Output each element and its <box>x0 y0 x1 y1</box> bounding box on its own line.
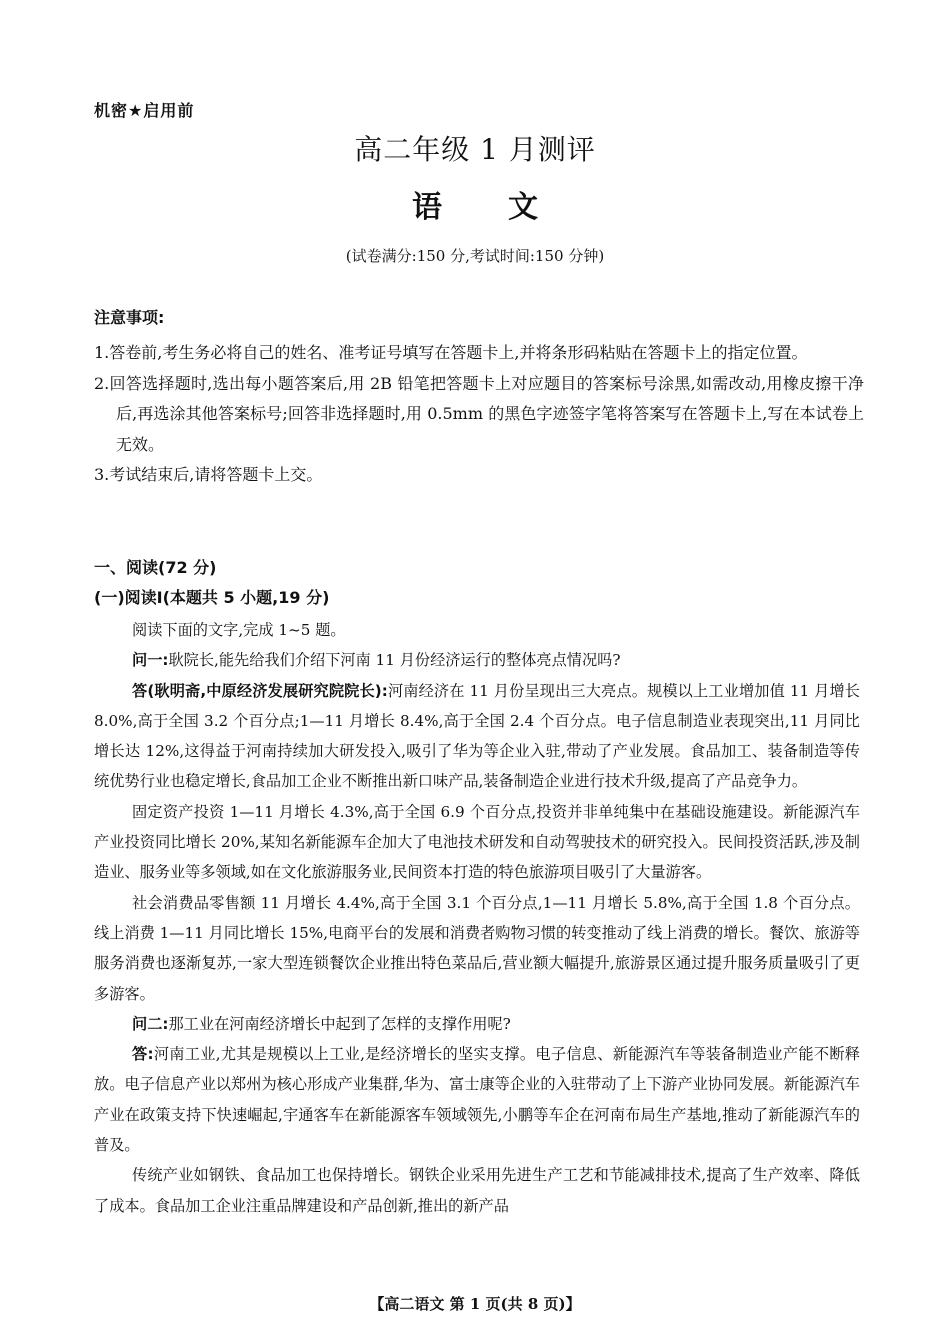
section-title: 一、阅读(72 分) <box>94 558 217 577</box>
exam-title: 高二年级 1 月测评 <box>354 133 596 166</box>
subject-title <box>0 182 950 226</box>
subject-char-2: 文 <box>508 190 538 225</box>
paragraph: 社会消费品零售额 11 月增长 4.4%,高于全国 3.1 个百分点,1—11 月增长 5.8%,高于全国 1.8 个百分点。线上消费 1—11 月同比增长 15%,电商平台的发展和消费者购物习惯的转变推动了线上消费的增长。餐饮、旅游等服务消费也逐渐复苏,一家大型连锁餐饮企业推出特色菜品后,营业额大幅提升,旅游景区通过提升服务质量吸引了更多游客。 <box>94 893 860 1003</box>
paragraph: 固定资产投资 1—11 月增长 4.3%,高于全国 6.9 个百分点,投资并非单纯集中在基础设施建设。新能源汽车产业投资同比增长 20%,某知名新能源车企加大了电池技术研发和自动驾驶技术的研究投入。民间投资活跃,涉及制造业、服务业等多领域,如在文化旅游服务业,民间资本打造的特色旅游项目吸引了大量游客。 <box>94 802 860 882</box>
answer-text: 河南工业,尤其是规模以上工业,是经济增长的坚实支撑。电子信息、新能源汽车等装备制造业产能不断释放。电子信息产业以郑州为核心形成产业集群,华为、富士康等企业的入驻带动了上下游产业协同发展。新能源汽车产业在政策支持下快速崛起,宇通客车在新能源客车领域领先,小鹏等车企在河南布局生产基地,推动了新能源汽车的普及。 <box>94 1045 860 1155</box>
note-item: 1.答卷前,考生务必将自己的姓名、准考证号填写在答题卡上,并将条形码粘贴在答题卡上的指定位置。 <box>94 343 808 362</box>
answer-1-paragraph <box>94 676 860 797</box>
notes-heading: 注意事项: <box>94 308 165 327</box>
section-subtitle: (一)阅读Ⅰ(本题共 5 小题,19 分) <box>94 588 330 607</box>
question-2-paragraph <box>94 1009 860 1039</box>
reading-passage <box>94 615 860 1221</box>
instruction-paragraph: 阅读下面的文字,完成 1~5 题。 <box>132 621 346 639</box>
question-1-paragraph <box>94 645 860 675</box>
confidential-label: 机密★启用前 <box>94 101 195 120</box>
note-item: 3.考试结束后,请将答题卡上交。 <box>94 465 323 484</box>
note-item: 2.回答选择题时,选出每小题答案后,用 2B 铅笔把答题卡上对应题目的答案标号涂黑,如需改动,用橡皮擦干净后,再选涂其他答案标号;回答非选择题时,用 0.5mm 的黑色字迹签字笔将答案写在答题卡上,写在本试卷上无效。 <box>94 373 864 454</box>
answer-text: 河南经济在 11 月份呈现出三大亮点。规模以上工业增加值 11 月增长 8.0%,高于全国 3.2 个百分点;1—11 月增长 8.4%,高于全国 2.4 个百分点。电子信息制造业表现突出,11 月同比增长达 12%,这得益于河南持续加大研发投入,吸引了华为等企业入驻,带动了产业发展。食品加工、装备制造等传统优势行业也稳定增长,食品加工企业不断推出新口味产品,装备制造企业进行技术升级,提高了产品竞争力。 <box>94 681 860 791</box>
answer-label: 答(耿明斋,中原经济发展研究院院长): <box>132 681 388 700</box>
page-footer: 【高二语文 第 1 页(共 8 页)】 <box>369 1295 581 1313</box>
answer-label: 答: <box>132 1045 154 1064</box>
exam-info: (试卷满分:150 分,考试时间:150 分钟) <box>345 247 605 265</box>
question-label: 问二: <box>132 1014 169 1033</box>
question-label: 问一: <box>132 651 169 670</box>
answer-2-paragraph <box>94 1039 860 1160</box>
question-text: 那工业在河南经济增长中起到了怎样的支撑作用呢? <box>168 1014 511 1033</box>
subject-char-1: 语 <box>412 190 442 225</box>
paragraph: 传统产业如钢铁、食品加工也保持增长。钢铁企业采用先进生产工艺和节能减排技术,提高了生产效率、降低了成本。食品加工企业注重品牌建设和产品创新,推出的新产品 <box>94 1166 860 1215</box>
notes-list <box>94 338 864 491</box>
question-text: 耿院长,能先给我们介绍下河南 11 月份经济运行的整体亮点情况吗? <box>168 651 621 670</box>
